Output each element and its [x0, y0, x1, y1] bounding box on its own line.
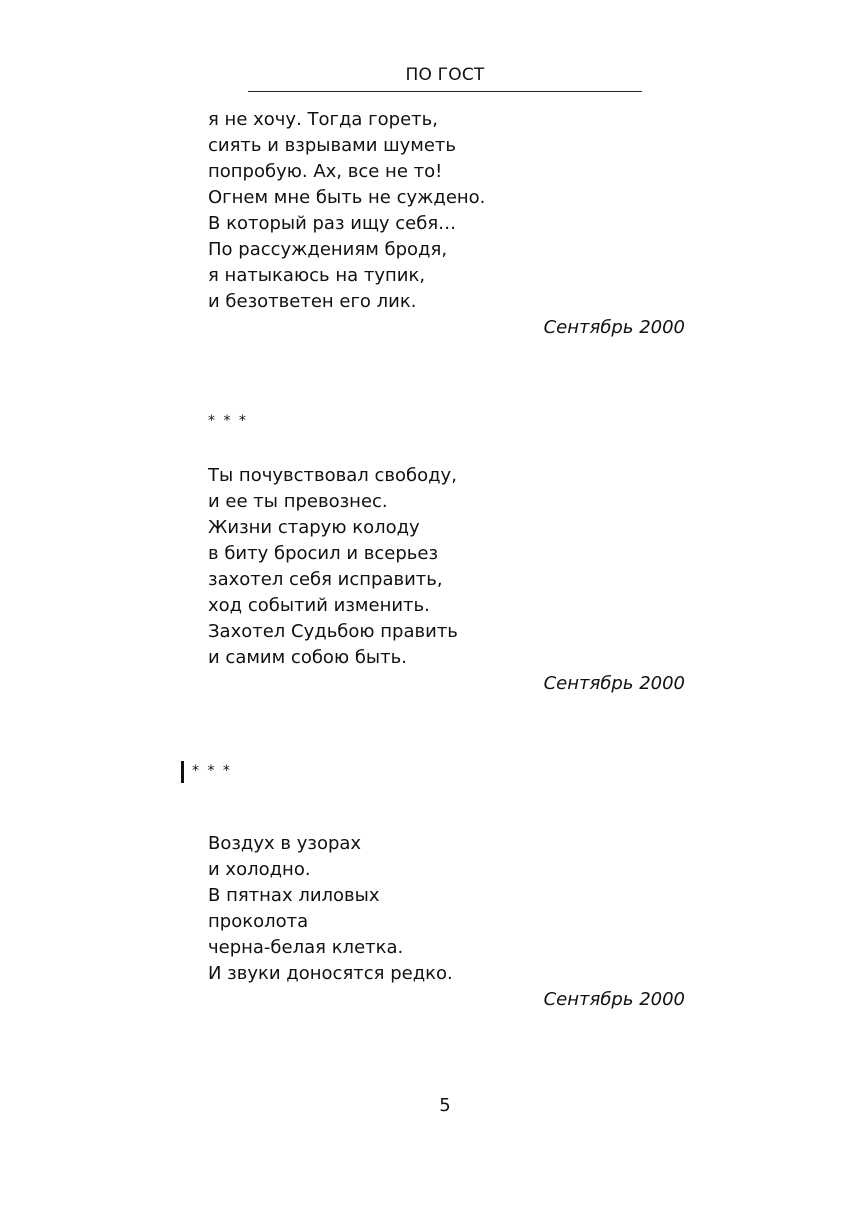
page-number: 5: [439, 1095, 451, 1116]
poem-line: и самим собою быть.: [208, 647, 407, 668]
poem-2-asterism: * * *: [208, 413, 248, 429]
poem-2: [208, 463, 458, 671]
poem-line: В пятнах лиловых: [208, 885, 380, 906]
poem-line: в биту бросил и всерьез: [208, 543, 439, 564]
header-title: ПО ГОСТ: [405, 65, 485, 85]
poem-line: и ее ты превознес.: [208, 491, 388, 512]
poem-3-asterism: * * *: [192, 763, 232, 779]
poem-line: Ты почувствовал свободу,: [208, 465, 457, 486]
poem-line: По рассуждениям бродя,: [208, 239, 448, 260]
poem-line: попробую. Ах, все не то!: [208, 161, 443, 182]
poem-line: сиять и взрывами шуметь: [208, 135, 456, 156]
running-header: [248, 63, 642, 92]
poem-line: и безответен его лик.: [208, 291, 417, 312]
poem-line: Захотел Судьбою править: [208, 621, 458, 642]
poem-line: я натыкаюсь на тупик,: [208, 265, 426, 286]
poem-3: [208, 831, 453, 987]
poem-line: Огнем мне быть не суждено.: [208, 187, 486, 208]
poem-line: проколота: [208, 911, 309, 932]
poem-line: Жизни старую колоду: [208, 517, 420, 538]
poem-1: [208, 107, 485, 315]
poem-line: и холодно.: [208, 859, 311, 880]
poem-line: ход событий изменить.: [208, 595, 430, 616]
poem-1-date: Сентябрь 2000: [543, 317, 685, 338]
poem-line: черна-белая клетка.: [208, 937, 404, 958]
poem-2-date: Сентябрь 2000: [543, 673, 685, 694]
poem-3-date: Сентябрь 2000: [543, 989, 685, 1010]
poem-line: я не хочу. Тогда гореть,: [208, 109, 438, 130]
poem-line: захотел себя исправить,: [208, 569, 443, 590]
poem-line: Воздух в узорах: [208, 833, 362, 854]
poem-line: В который раз ищу себя…: [208, 213, 457, 234]
text-cursor: [181, 761, 184, 783]
poem-line: И звуки доносятся редко.: [208, 963, 453, 984]
